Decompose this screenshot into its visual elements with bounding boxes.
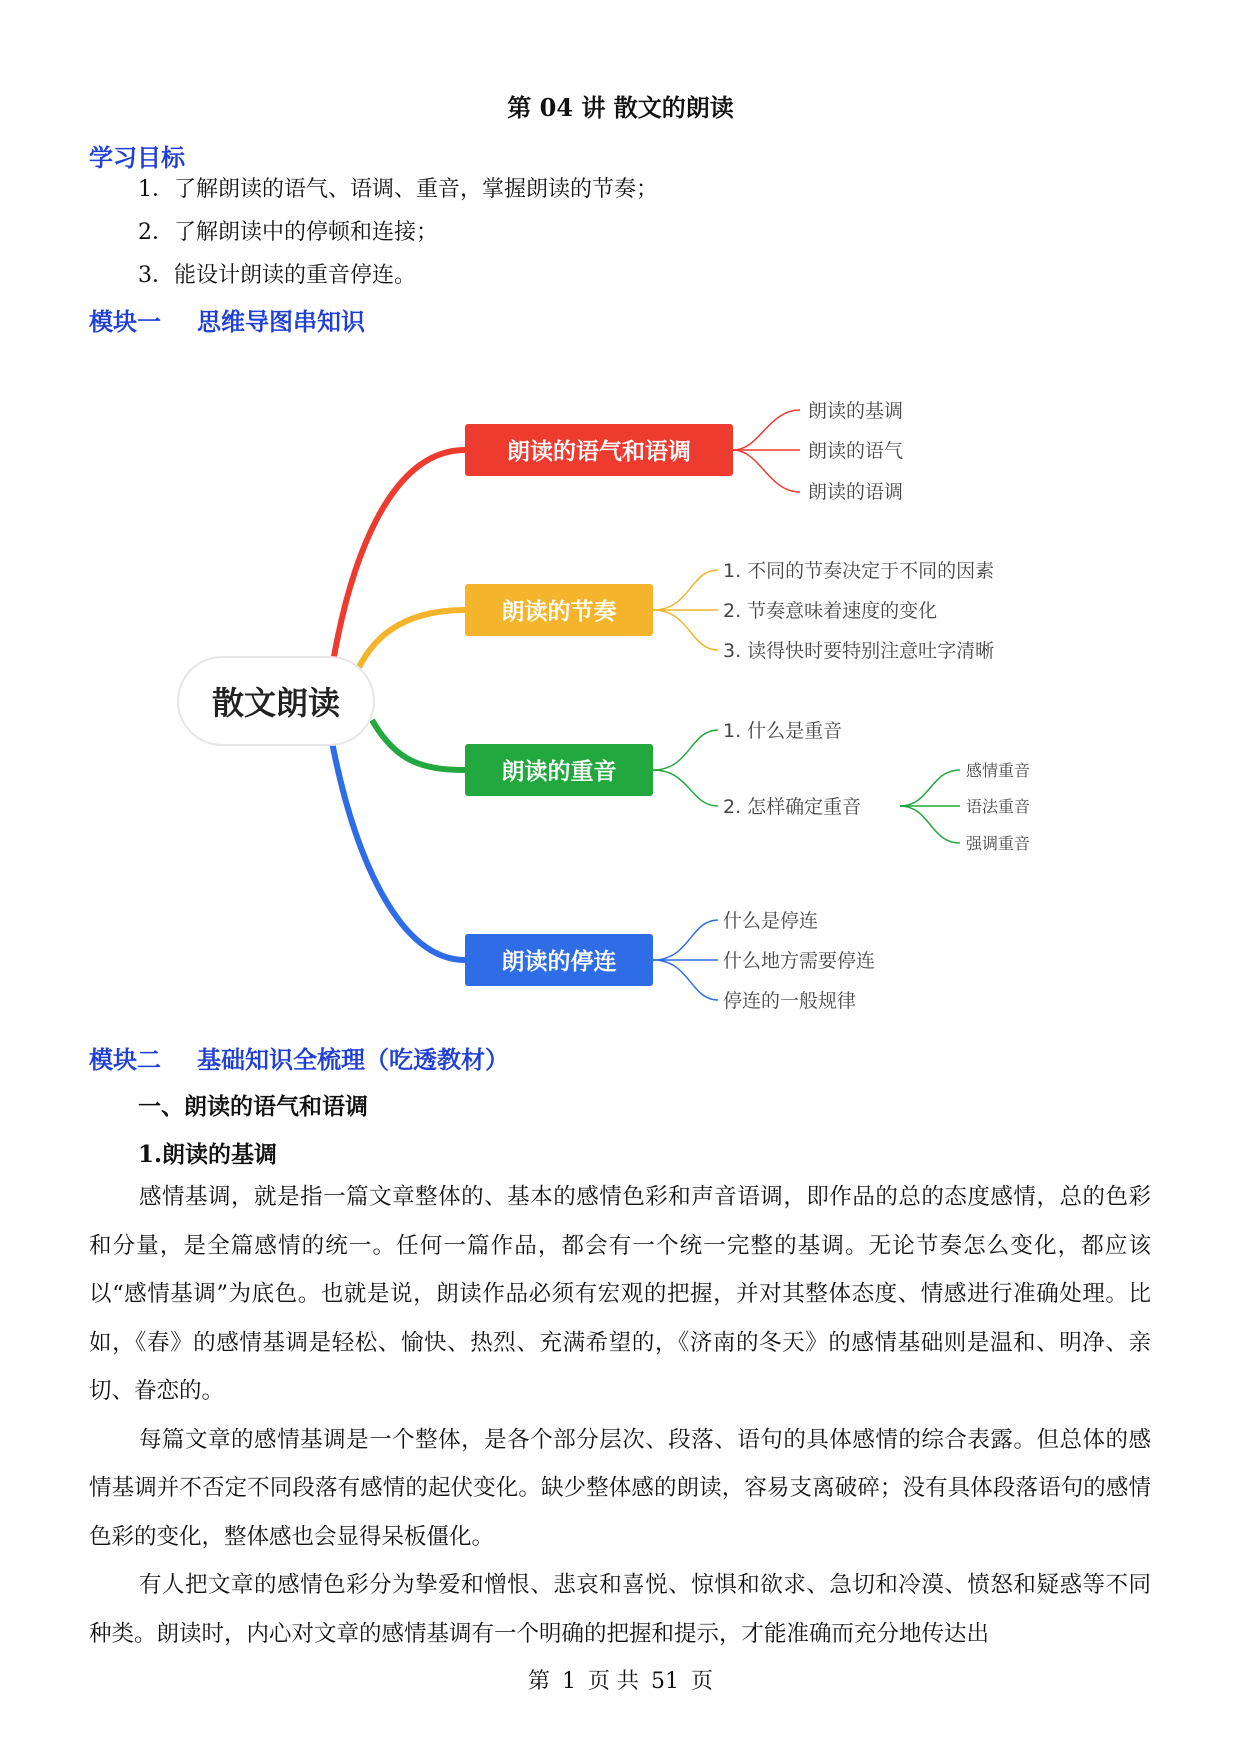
leaf-label: 2. 节奏意味着速度的变化 xyxy=(723,600,938,622)
goal-item: 2．了解朗读中的停顿和连接； xyxy=(138,220,438,245)
footer-prefix: 第 xyxy=(527,1669,550,1694)
paragraph: 感情基调，就是指一篇文章整体的、基本的感情色彩和声音语调，即作品的总的态度感情，总的色彩和分量，是全篇感情的统一。任何一篇作品，都会有一个统一完整的基调。无论节奏怎么变化，都应该以“感情基调”为底色。也就是说，朗读作品必须有宏观的把握，并对其整体态度、情感进行准确处理。比如，《春》的感情基调是轻松、愉快、热烈、充满希望的，《济南的冬天》的感情基础则是温和、明净、亲切、眷恋的。 xyxy=(89,1184,1151,1404)
body-text xyxy=(89,1173,1151,1658)
page-footer xyxy=(0,1664,1241,1695)
paragraph: 有人把文章的感情色彩分为挚爱和憎恨、悲哀和喜悦、惊惧和欲求、急切和冷漠、愤怒和疑惑等不同种类。朗读时，内心对文章的感情基调有一个明确的把握和提示，才能准确而充分地传达出 xyxy=(89,1572,1151,1647)
module2-title: 基础知识全梳理（吃透教材） xyxy=(197,1046,509,1074)
connector-branch-2 xyxy=(355,610,465,676)
module1-label: 模块一 xyxy=(89,308,161,336)
leaf-label: 什么是停连 xyxy=(723,910,819,932)
section-heading: 一、朗读的语气和语调 xyxy=(138,1093,368,1120)
module2-heading xyxy=(89,1040,509,1075)
subleaf-label: 强调重音 xyxy=(966,834,1031,853)
subleaf-label: 语法重音 xyxy=(966,797,1031,816)
branch-label-4: 朗读的停连 xyxy=(501,949,617,975)
paragraph: 每篇文章的感情基调是一个整体，是各个部分层次、段落、语句的具体感情的综合表露。但总体的感情基调并不否定不同段落有感情的起伏变化。缺少整体感的朗读，容易支离破碎；没有具体段落语句的感情色彩的变化，整体感也会显得呆板僵化。 xyxy=(89,1426,1151,1550)
leaf-label: 朗读的语调 xyxy=(808,481,904,503)
goals-heading: 学习目标 xyxy=(89,144,185,172)
footer-suffix: 页 xyxy=(691,1669,714,1694)
connector-branch-4 xyxy=(332,742,465,960)
leaf-label: 1. 不同的节奏决定于不同的因素 xyxy=(723,560,995,582)
subsection-heading: 1.朗读的基调 xyxy=(138,1141,278,1168)
module1-title: 思维导图串知识 xyxy=(197,308,365,336)
branch-label-3: 朗读的重音 xyxy=(501,759,617,785)
branch-label-1: 朗读的语气和语调 xyxy=(507,439,691,465)
leaf-label: 3. 读得快时要特别注意吐字清晰 xyxy=(723,640,995,662)
leaf-label: 2. 怎样确定重音 xyxy=(723,796,862,818)
leaf-label: 停连的一般规律 xyxy=(723,990,857,1012)
leaf-label: 1. 什么是重音 xyxy=(723,720,843,742)
goal-item: 1．了解朗读的语气、语调、重音，掌握朗读的节奏； xyxy=(138,177,658,202)
module1-heading xyxy=(89,302,365,337)
connector-branch-3 xyxy=(372,720,465,770)
page-title: 第 04 讲 散文的朗读 xyxy=(507,93,734,122)
branch-label-2: 朗读的节奏 xyxy=(501,599,617,625)
goal-item: 3．能设计朗读的重音停连。 xyxy=(138,263,416,288)
module2-label: 模块二 xyxy=(89,1046,161,1074)
footer-total-pages: 51 xyxy=(651,1669,679,1694)
subleaf-label: 感情重音 xyxy=(966,761,1031,780)
center-node-label: 散文朗读 xyxy=(211,684,341,722)
mind-map xyxy=(0,340,1241,1020)
leaf-label: 朗读的语气 xyxy=(808,440,904,462)
leaf-label: 什么地方需要停连 xyxy=(723,950,876,972)
connector-branch-1 xyxy=(332,450,465,668)
footer-middle: 页 共 xyxy=(588,1669,639,1694)
leaf-label: 朗读的基调 xyxy=(808,400,904,422)
footer-page-number: 1 xyxy=(562,1669,576,1694)
